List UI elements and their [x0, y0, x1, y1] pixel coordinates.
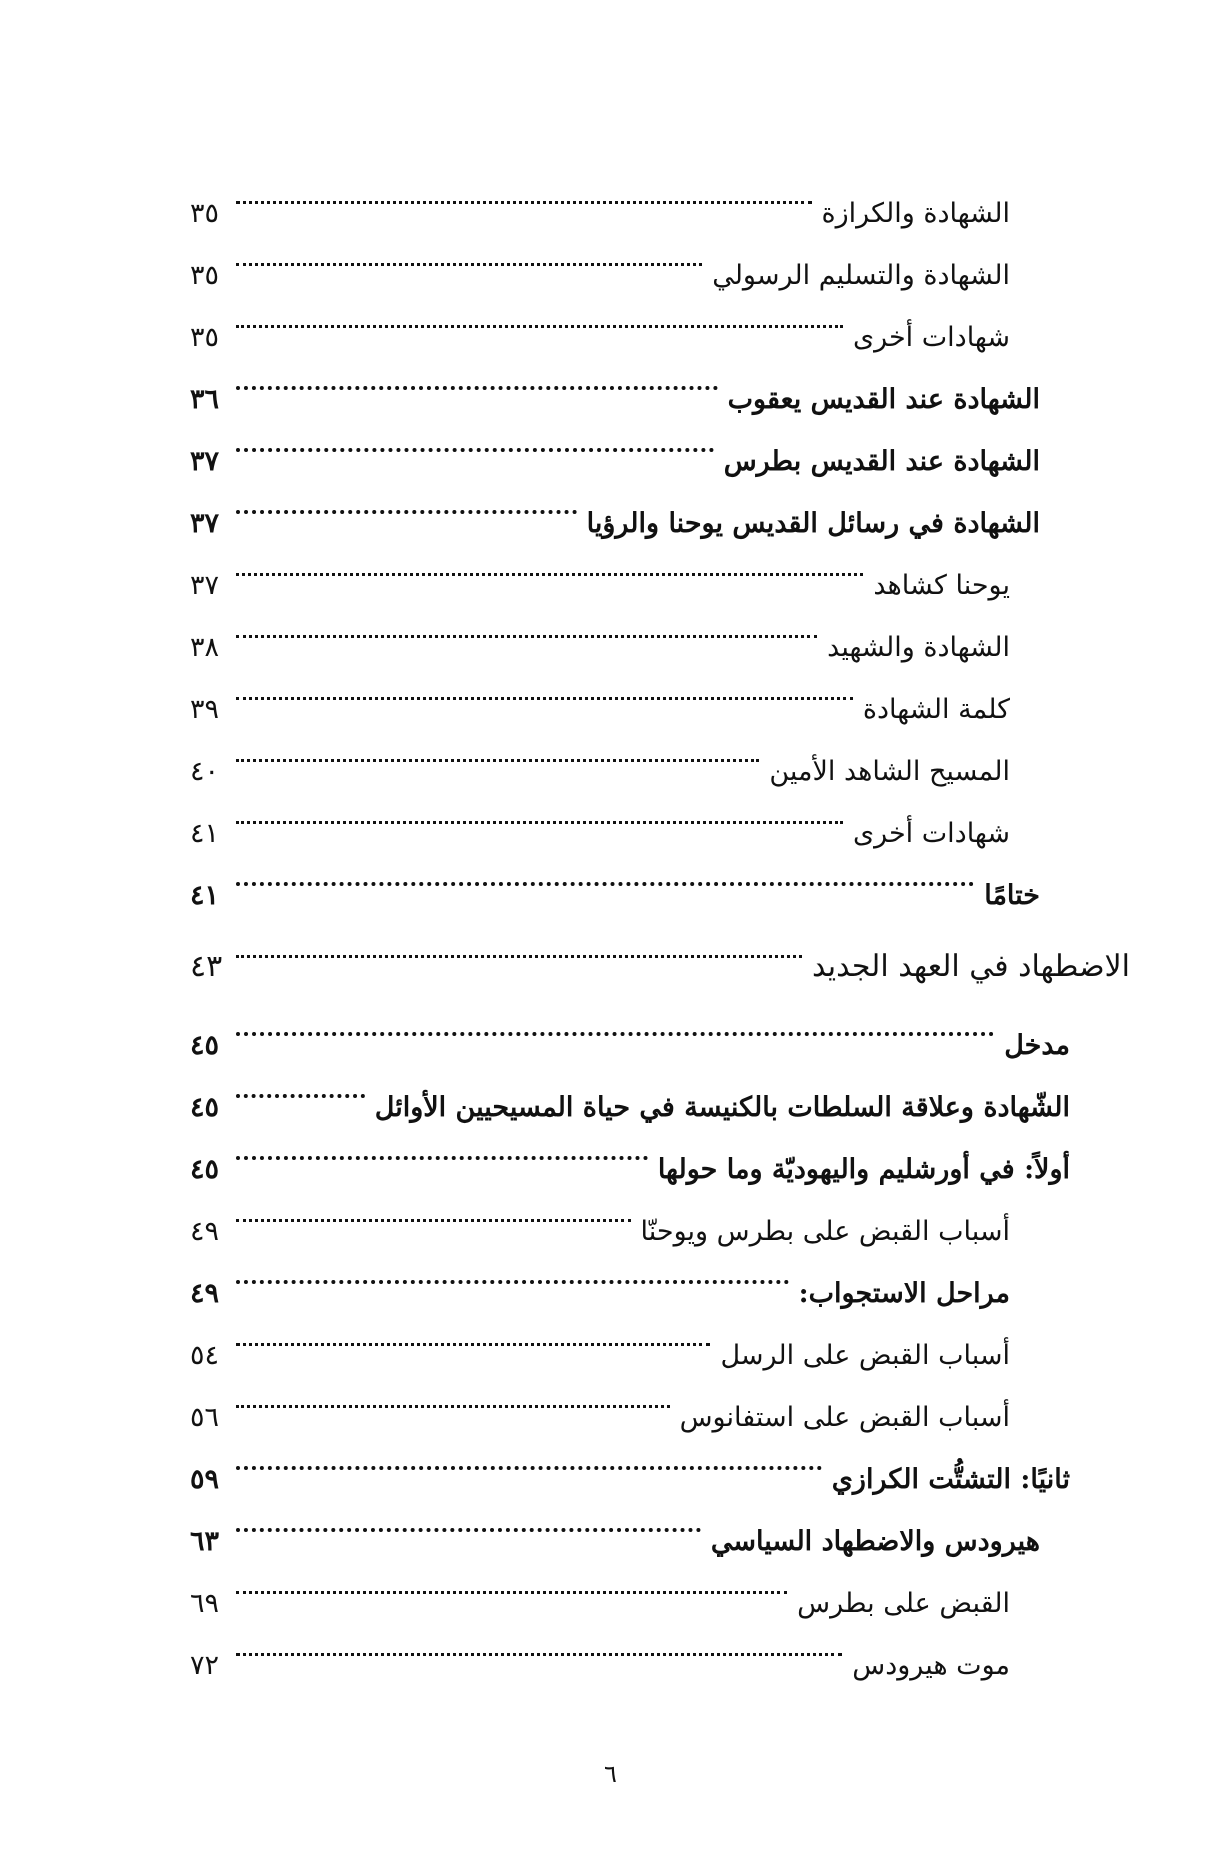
toc-entry-title: الشهادة في رسائل القديس يوحنا والرؤيا: [586, 508, 1040, 539]
toc-entry-page-number: ٥٩: [190, 1464, 220, 1495]
toc-entry-title: يوحنا كشاهد: [873, 570, 1010, 601]
toc-entry-page-number: ٦٩: [190, 1588, 220, 1619]
toc-entry-title: مراحل الاستجواب:: [798, 1278, 1010, 1309]
toc-entry-page-number: ٣٥: [190, 198, 220, 229]
toc-entry-page-number: ٤١: [190, 818, 220, 849]
dot-leader: [236, 1178, 631, 1240]
toc-entry: [190, 160, 1070, 229]
toc-entry-page-number: ٤٩: [190, 1216, 220, 1247]
dot-leader: [236, 594, 817, 656]
toc-entry-page-number: ٥٤: [190, 1340, 220, 1371]
dot-leader: [236, 408, 714, 470]
toc-entry-title: أسباب القبض على استفانوس: [679, 1402, 1010, 1433]
toc-entry-page-number: ٣٩: [190, 694, 220, 725]
dot-leader: [236, 1054, 365, 1116]
table-of-contents: [190, 160, 1130, 1681]
toc-entry-title: شهادات أخرى: [852, 322, 1010, 353]
toc-entry-title: الشهادة عند القديس يعقوب: [727, 384, 1040, 415]
toc-entry: [190, 992, 1070, 1061]
toc-entry-page-number: ٣٦: [190, 384, 220, 415]
toc-entry-page-number: ٣٨: [190, 632, 220, 663]
dot-leader: [236, 222, 702, 284]
dot-leader: [236, 346, 718, 408]
dot-leader: [236, 1302, 710, 1364]
toc-entry-title: شهادات أخرى: [852, 818, 1010, 849]
toc-entry-page-number: ٣٧: [190, 446, 220, 477]
dot-leader: [236, 1550, 787, 1612]
toc-entry-title: هيرودس والاضطهاد السياسي: [710, 1526, 1040, 1557]
toc-entry-title: الشهادة والشهيد: [827, 632, 1010, 663]
toc-entry-page-number: ٣٧: [190, 508, 220, 539]
dot-leader: [236, 1364, 670, 1426]
dot-leader: [236, 532, 863, 594]
dot-leader: [236, 1426, 822, 1488]
toc-entry-page-number: ٧٢: [190, 1650, 220, 1681]
toc-entry-page-number: ٣٥: [190, 322, 220, 353]
page-number: ٦: [604, 1760, 617, 1788]
dot-leader: [236, 842, 974, 904]
toc-entry-title: القبض على بطرس: [797, 1588, 1010, 1619]
dot-leader: [236, 470, 577, 532]
toc-entry-title: موت هيرودس: [852, 1650, 1010, 1681]
toc-entry-title: الشهادة والكرازة: [821, 198, 1010, 229]
dot-leader: [236, 656, 853, 718]
toc-entry-title: أسباب القبض على الرسل: [720, 1340, 1010, 1371]
dot-leader: [236, 1488, 701, 1550]
toc-entry-page-number: ٤٩: [190, 1278, 220, 1309]
toc-entry-page-number: ٦٣: [190, 1526, 220, 1557]
dot-leader: [236, 992, 994, 1054]
toc-entry-title: المسيح الشاهد الأمين: [769, 756, 1010, 787]
toc-entry-title: ختامًا: [984, 880, 1040, 911]
dot-leader: [236, 718, 759, 780]
toc-entry-title: كلمة الشهادة: [862, 694, 1010, 725]
toc-entry: [190, 842, 1070, 911]
dot-leader: [236, 780, 843, 842]
toc-entry-title: الشهادة عند القديس بطرس: [723, 446, 1040, 477]
toc-entry-title: مدخل: [1004, 1030, 1070, 1061]
toc-entry: [190, 1054, 1070, 1123]
toc-entry-title: الاضطهاد في العهد الجديد: [811, 949, 1130, 984]
toc-entry-title: ثانيًا: التشتُّت الكرازي: [831, 1464, 1070, 1495]
toc-entry-page-number: ٤٥: [190, 1092, 220, 1123]
toc-entry-title: الشّهادة وعلاقة السلطات بالكنيسة في حياة المسيحيين الأوائل: [374, 1092, 1070, 1123]
toc-entry-page-number: ٤١: [190, 880, 220, 911]
toc-entry-page-number: ٣٧: [190, 570, 220, 601]
toc-entry-page-number: ٤٣: [190, 949, 223, 984]
toc-entry-page-number: ٣٥: [190, 260, 220, 291]
dot-leader: [236, 1116, 648, 1178]
dot-leader: [236, 914, 802, 976]
toc-entry-title: أسباب القبض على بطرس ويوحنّا: [640, 1216, 1010, 1247]
dot-leader: [236, 1240, 789, 1302]
dot-leader: [236, 284, 843, 346]
toc-entry-page-number: ٤٠: [190, 756, 220, 787]
toc-entry-page-number: ٤٥: [190, 1154, 220, 1185]
toc-entry-page-number: ٤٥: [190, 1030, 220, 1061]
toc-entry-page-number: ٥٦: [190, 1402, 220, 1433]
toc-entry-title: أولاً: في أورشليم واليهوديّة وما حولها: [657, 1154, 1070, 1185]
dot-leader: [236, 1612, 842, 1674]
toc-entry-title: الشهادة والتسليم الرسولي: [712, 260, 1010, 291]
dot-leader: [236, 160, 812, 222]
